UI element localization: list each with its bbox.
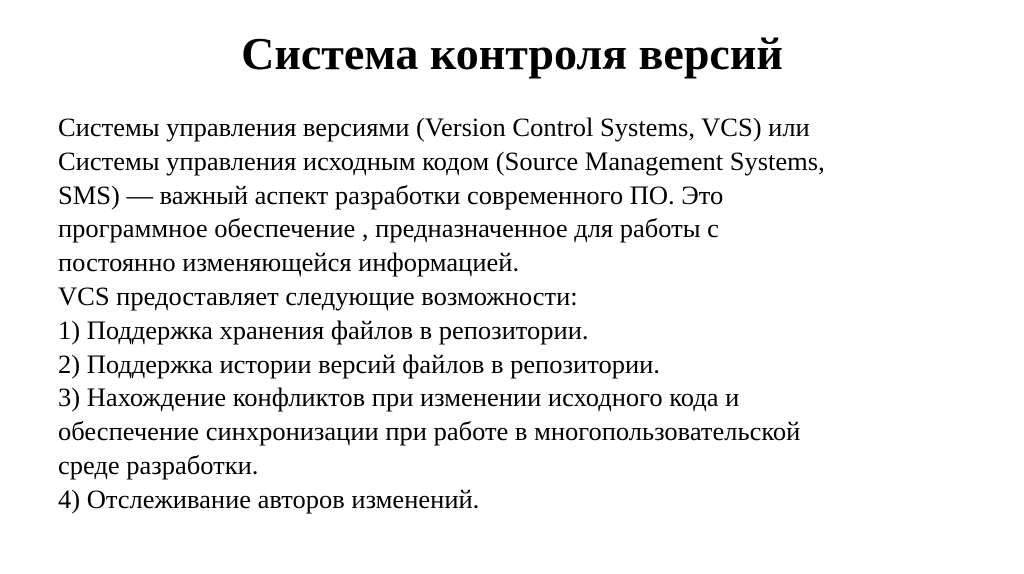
list-item-3-cont: среде разработки. [58, 449, 259, 480]
list-item-4: 4) Отслеживание авторов изменений. [58, 483, 480, 514]
slide-title: Система контроля версий [241, 28, 783, 79]
body-line: программное обеспечение , предназначенное для работы с [58, 213, 719, 244]
list-item-3: 3) Нахождение конфликтов при изменении исходного кода и [58, 382, 740, 413]
body-line: VCS предоставляет следующие возможности: [58, 280, 578, 311]
slide-body-text [58, 111, 988, 517]
body-line: постоянно изменяющейся информацией. [58, 247, 520, 278]
list-item-1: 1) Поддержка хранения файлов в репозитории. [58, 314, 589, 345]
list-item-2: 2) Поддержка истории версий файлов в репозитории. [58, 348, 660, 379]
body-line: SMS) — важный аспект разработки современного ПО. Это [58, 179, 724, 210]
list-item-3-cont: обеспечение синхронизации при работе в многопользовательской [58, 416, 801, 447]
body-line: Системы управления исходным кодом (Source Management Systems, [58, 145, 825, 176]
body-line: Системы управления версиями (Version Control Systems, VCS) или [58, 112, 810, 142]
